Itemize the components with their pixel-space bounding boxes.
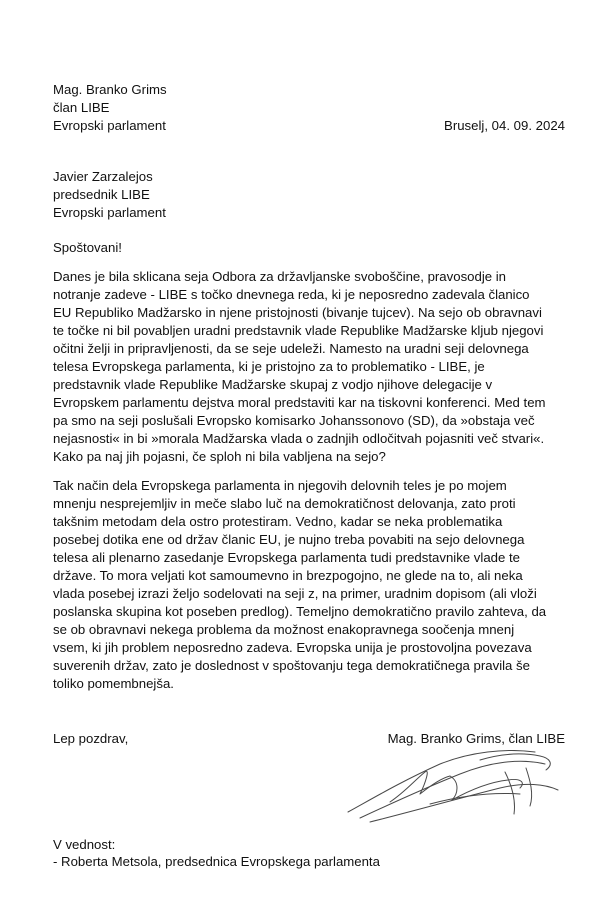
paragraph-line: očitni želji in pripravljenosti, da se seje udeleži. Namesto na uradni seji delovnega bbox=[53, 341, 529, 356]
cc-item: - Roberta Metsola, predsednica Evropskega parlamenta bbox=[53, 854, 380, 869]
paragraph-line: telesa Evropskega parlamenta, ki je pristojno za to problematiko - LIBE, je bbox=[53, 359, 485, 374]
paragraph-line: Kako pa naj jih pojasni, če sploh ni bila vabljena na sejo? bbox=[53, 449, 386, 464]
signature-line: Mag. Branko Grims, član LIBE bbox=[387, 731, 565, 746]
salutation: Spoštovani! bbox=[53, 240, 122, 255]
paragraph-line: poslanska skupina kot poseben predlog). Temeljno demokratično pravilo zahteva, da bbox=[53, 604, 547, 619]
recipient-name: Javier Zarzalejos bbox=[53, 169, 153, 184]
paragraph-line: Evropskem parlamentu dejstva moral predstaviti kar na tiskovni konferenci. Med tem bbox=[53, 395, 546, 410]
paragraph-line: nejasnosti« in bi »morala Madžarska vlada o zadnjih odločitvah pojasniti več stvari«. bbox=[53, 431, 545, 446]
paragraph-line: predstavnik vlade Republike Madžarske skupaj z vodjo njihove delegacije v bbox=[53, 377, 493, 392]
paragraph-line: se ob obravnavi nekega problema da možnost enakopravnega soočenja mnenj bbox=[53, 622, 515, 637]
sender-role: član LIBE bbox=[53, 100, 110, 115]
paragraph-line: mnenju nesprejemljiv in meče slabo luč na demokratičnost delovanja, zato proti bbox=[53, 496, 516, 511]
paragraph-line: države. To mora veljati kot samoumevno in brezpogojno, ne glede na to, ali neka bbox=[53, 568, 523, 583]
paragraph-line: te točke ni bil povabljen uradni predstavnik vlade Republike Madžarske kljub njegovi bbox=[53, 323, 544, 338]
paragraph-2 bbox=[53, 477, 565, 693]
paragraph-line: pa smo na seji poslušali Evropsko komisarko Johanssonovo (SD), da »obstaja več bbox=[53, 413, 535, 428]
paragraph-line: Danes je bila sklicana seja Odbora za državljanske svoboščine, pravosodje in bbox=[53, 269, 507, 284]
sender-name: Mag. Branko Grims bbox=[53, 82, 167, 97]
recipient-institution: Evropski parlament bbox=[53, 205, 166, 220]
paragraph-line: EU Republiko Madžarsko in njene pristojnosti (bivanje tujcev). Na sejo ob obravnavi bbox=[53, 305, 542, 320]
cc-label: V vednost: bbox=[53, 837, 116, 852]
closing: Lep pozdrav, bbox=[53, 731, 129, 746]
paragraph-line: notranje zadeve - LIBE s točko dnevnega reda, ki je neposredno zadevala članico bbox=[53, 287, 530, 302]
paragraph-line: toliko pomembnejša. bbox=[53, 676, 174, 691]
paragraph-1 bbox=[53, 268, 565, 466]
paragraph-line: suverenih držav, zato je doslednost v spoštovanju tega demokratičnega pravila še bbox=[53, 658, 530, 673]
place-date: Bruselj, 04. 09. 2024 bbox=[444, 118, 565, 133]
sender-institution: Evropski parlament bbox=[53, 118, 166, 133]
paragraph-line: takšnim metodam dela ostro protestiram. Vedno, kadar se neka problematika bbox=[53, 514, 503, 529]
paragraph-line: vlada posebej izrazi željo sodelovati na seji z, na primer, uradnim dopisom (ali vloži bbox=[53, 586, 537, 601]
paragraph-line: telesa ali plenarno zasedanje Evropskega parlamenta tudi predstavnike vlade te bbox=[53, 550, 520, 565]
recipient-role: predsednik LIBE bbox=[53, 187, 150, 202]
paragraph-line: vsem, ki jih problem neposredno zadeva. Evropska unija je prostovoljna povezava bbox=[53, 640, 532, 655]
handwritten-signature bbox=[330, 742, 565, 827]
paragraph-line: posebej dotika ene od držav članic EU, je nujno treba povabiti na sejo delovnega bbox=[53, 532, 525, 547]
paragraph-line: Tak način dela Evropskega parlamenta in njegovih delovnih teles je po mojem bbox=[53, 478, 507, 493]
